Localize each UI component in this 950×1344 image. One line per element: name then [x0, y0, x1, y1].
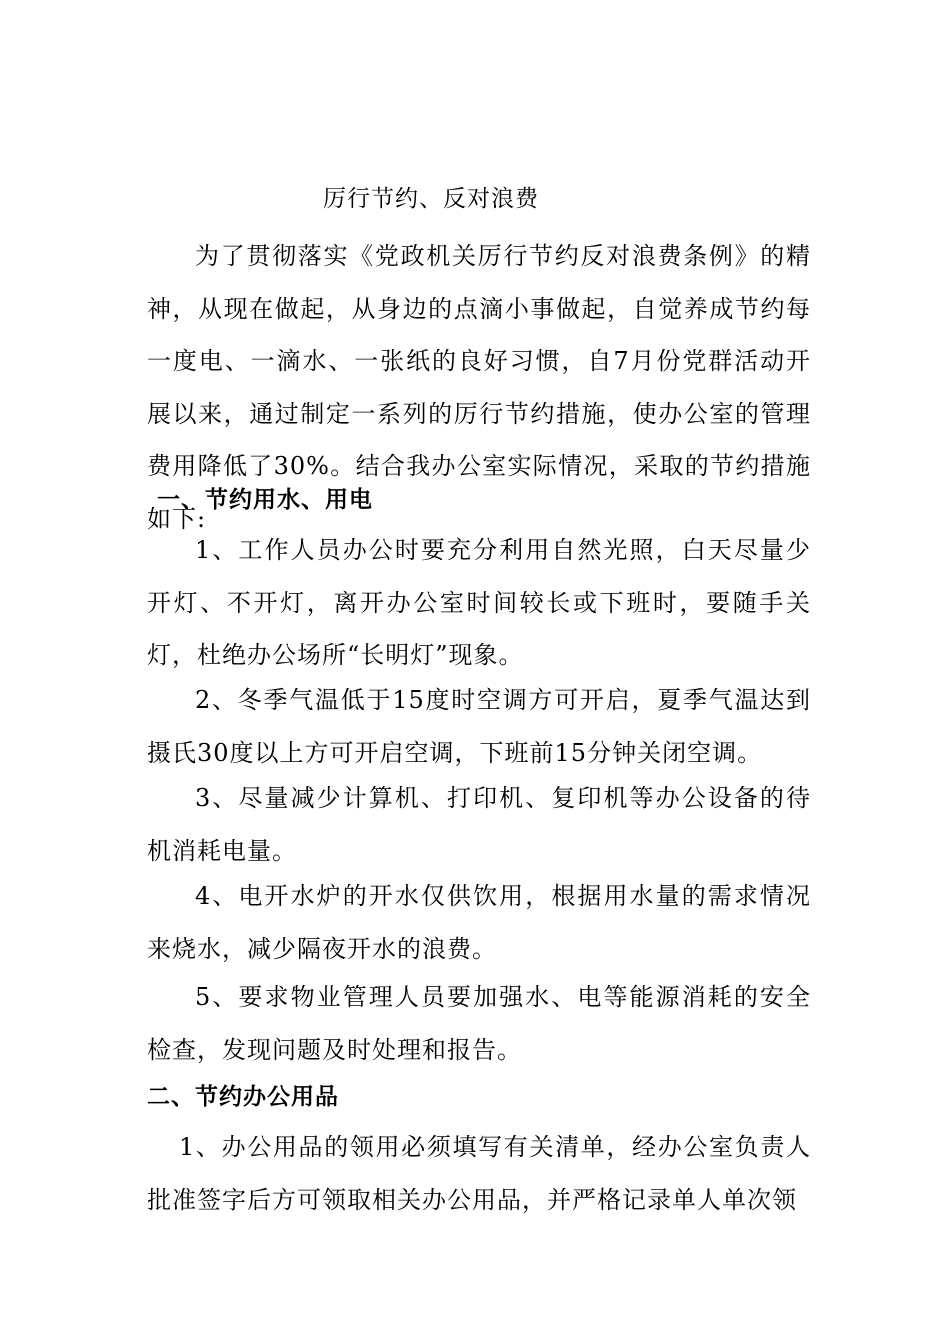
section2-item-1: 1、办公用品的领用必须填写有关清单，经办公室负责人批准签字后方可领取相关办公用品，并严格记录单人单次领 — [147, 1133, 811, 1214]
section1-item-1: 1、工作人员办公时要充分利用自然光照，白天尽量少开灯、不开灯，离开办公室时间较长或下班时，要随手关灯，杜绝办公场所“长明灯”现象。 — [147, 536, 811, 669]
section2-heading: 二、节约办公用品 — [147, 1084, 339, 1110]
section1-item-2: 2、冬季气温低于15度时空调方可开启，夏季气温达到摄氏30度以上方可开启空调，下班前15分钟关闭空调。 — [147, 686, 811, 767]
intro-paragraph: 为了贯彻落实《党政机关厉行节约反对浪费条例》的精神，从现在做起，从身边的点滴小事做起，自觉养成节约每一度电、一滴水、一张纸的良好习惯，自7月份党群活动开展以来，通过制定一系列的厉行节约措施，使办公室的管理费用降低了30%。结合我办公室实际情况，采取的节约措施如下: — [147, 242, 811, 533]
document-title: 厉行节约、反对浪费 — [323, 186, 539, 212]
section1-item-3: 3、尽量减少计算机、打印机、复印机等办公设备的待机消耗电量。 — [147, 784, 811, 865]
section1-heading: 一、节约用水、用电 — [157, 487, 373, 513]
section1-item-4: 4、电开水炉的开水仅供饮用，根据用水量的需求情况来烧水，减少隔夜开水的浪费。 — [147, 882, 811, 963]
section1-item-5: 5、要求物业管理人员要加强水、电等能源消耗的安全检查，发现问题及时处理和报告。 — [147, 983, 811, 1064]
